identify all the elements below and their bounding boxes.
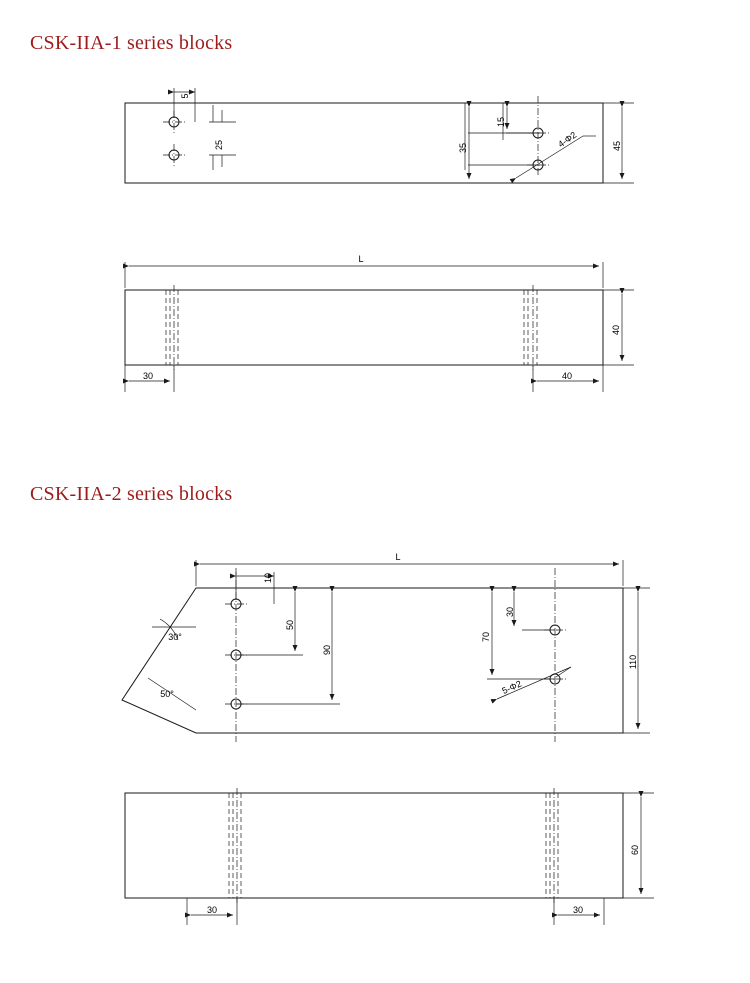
csk-iia-2-top-view-dims (187, 793, 654, 925)
dim-label-L-1: L (358, 254, 364, 264)
dim-label-60: 60 (630, 844, 640, 856)
hole-callout-4-phi2: 4-Φ2 (556, 129, 579, 150)
dim-label-35: 35 (458, 142, 468, 154)
dim-label-40-top1: 40 (561, 371, 573, 381)
csk-iia-2-top-view-hidden-lines (229, 788, 558, 904)
dimension-labels (143, 93, 640, 915)
csk-iia-2-top-view-outline (125, 793, 623, 898)
csk-iia-2-front-holes-right (544, 568, 567, 742)
csk-iia-1-front-dims-right (465, 103, 540, 179)
dim-label-30-right: 30 (505, 606, 515, 618)
csk-iia-2-front-dims (148, 560, 650, 733)
dim-label-30-top2b: 30 (572, 905, 584, 915)
csk-iia-1-front-holes-left (163, 111, 186, 166)
dim-label-110: 110 (628, 654, 638, 670)
dim-label-15: 15 (496, 116, 506, 128)
dim-label-30-top1: 30 (142, 371, 154, 381)
hole-callout-5-phi2: 5-Φ2 (500, 678, 524, 696)
csk-iia-1-top-view-outline (125, 290, 603, 365)
dim-label-70: 70 (481, 631, 491, 643)
section-title-csk-iia-1: CSK-IIA-1 series blocks (30, 32, 233, 54)
csk-iia-1-front-view-outline (125, 103, 603, 183)
dim-label-50: 50 (285, 619, 295, 631)
angle-label-30: 30° (168, 632, 182, 642)
dim-label-90: 90 (322, 644, 332, 656)
dim-label-40-height: 40 (611, 324, 621, 336)
csk-iia-1-front-dims-left (174, 88, 236, 170)
dim-label-45: 45 (612, 140, 622, 152)
csk-iia-1-top-view-dims (125, 262, 634, 392)
dim-label-10: 10 (263, 572, 273, 584)
section-title-csk-iia-2: CSK-IIA-2 series blocks (30, 483, 233, 505)
dim-label-30-top2a: 30 (206, 905, 218, 915)
dim-label-5: 5 (180, 93, 190, 99)
dim-label-25: 25 (214, 139, 224, 151)
dim-label-L-2: L (395, 552, 401, 562)
csk-iia-2-front-view-outline (122, 588, 623, 733)
angle-label-50: 50° (160, 689, 174, 699)
csk-iia-1-top-view-hidden-lines (166, 285, 537, 370)
